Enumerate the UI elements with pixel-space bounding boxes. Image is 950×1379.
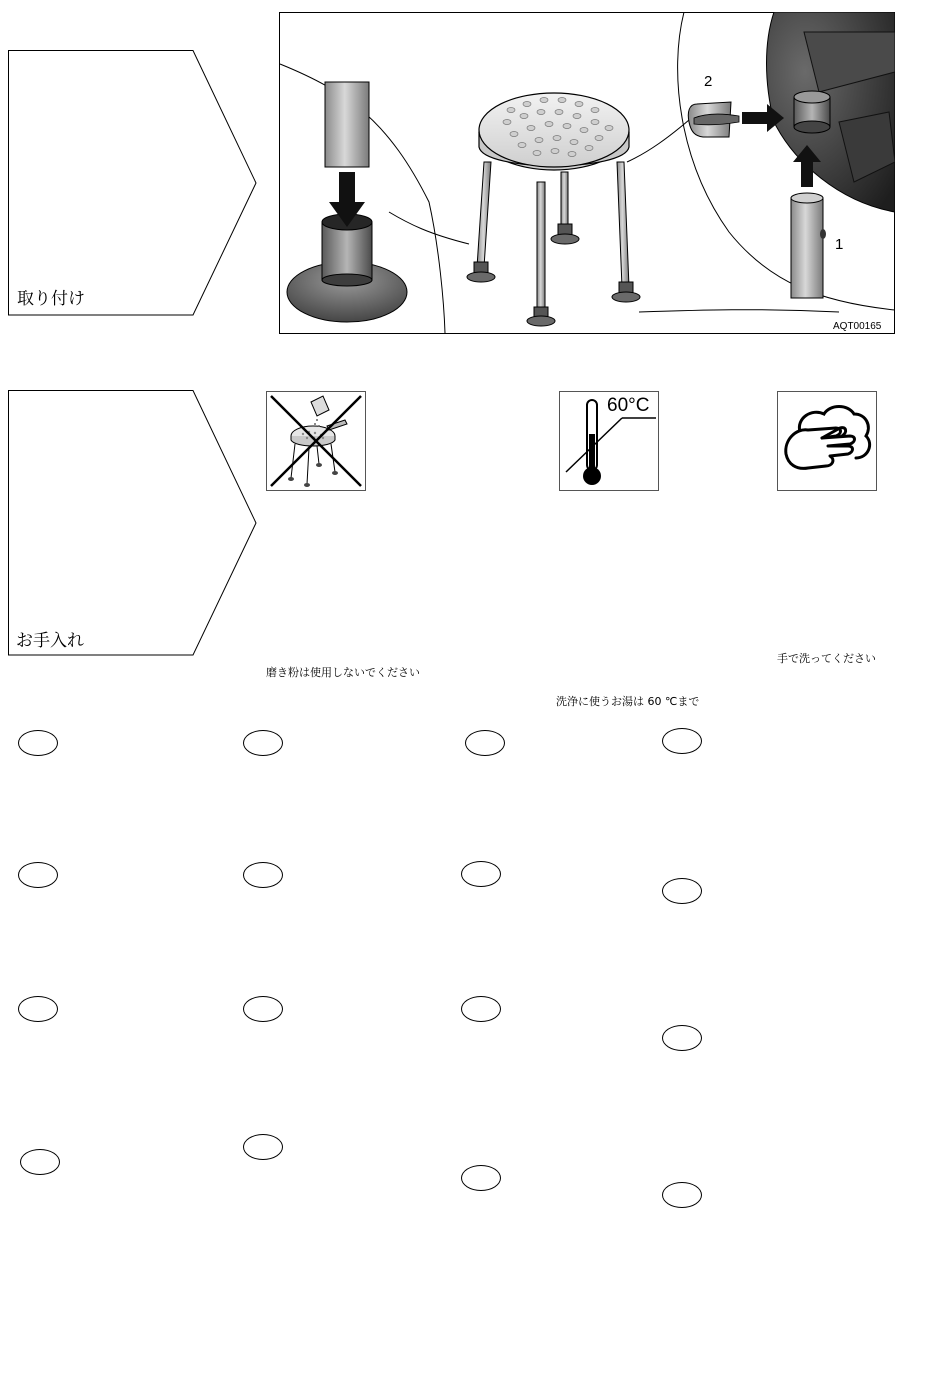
language-marker-oval: [18, 730, 58, 756]
language-marker-oval: [662, 878, 702, 904]
language-marker-oval: [461, 1165, 501, 1191]
figure-code: AQT00165: [833, 321, 882, 332]
language-marker-oval: [20, 1149, 60, 1175]
language-marker-oval: [465, 730, 505, 756]
callout-2: 2: [704, 73, 713, 90]
hand-wash-caption: 手で洗ってください: [777, 652, 876, 665]
no-abrasive-icon: [266, 391, 366, 491]
callout-1: 1: [835, 236, 844, 253]
hand-wash-icon: [777, 391, 877, 491]
language-marker-oval: [18, 996, 58, 1022]
language-marker-oval: [243, 730, 283, 756]
language-marker-oval: [662, 728, 702, 754]
care-title: お手入れ: [16, 631, 84, 651]
language-marker-oval: [461, 996, 501, 1022]
installation-section-tab: [8, 50, 260, 316]
language-marker-oval: [461, 861, 501, 887]
installation-illustration: [279, 12, 895, 334]
temperature-value: 60°C: [607, 395, 650, 416]
language-marker-oval: [18, 862, 58, 888]
no-abrasive-caption: 磨き粉は使用しないでください: [266, 666, 420, 679]
installation-title: 取り付け: [17, 289, 85, 309]
language-marker-oval: [243, 996, 283, 1022]
temperature-caption: 洗浄に使うお湯は 60 ℃まで: [556, 695, 700, 708]
language-marker-oval: [662, 1025, 702, 1051]
language-marker-oval: [243, 862, 283, 888]
care-section-tab: [8, 390, 260, 656]
language-marker-oval: [243, 1134, 283, 1160]
language-marker-oval: [662, 1182, 702, 1208]
